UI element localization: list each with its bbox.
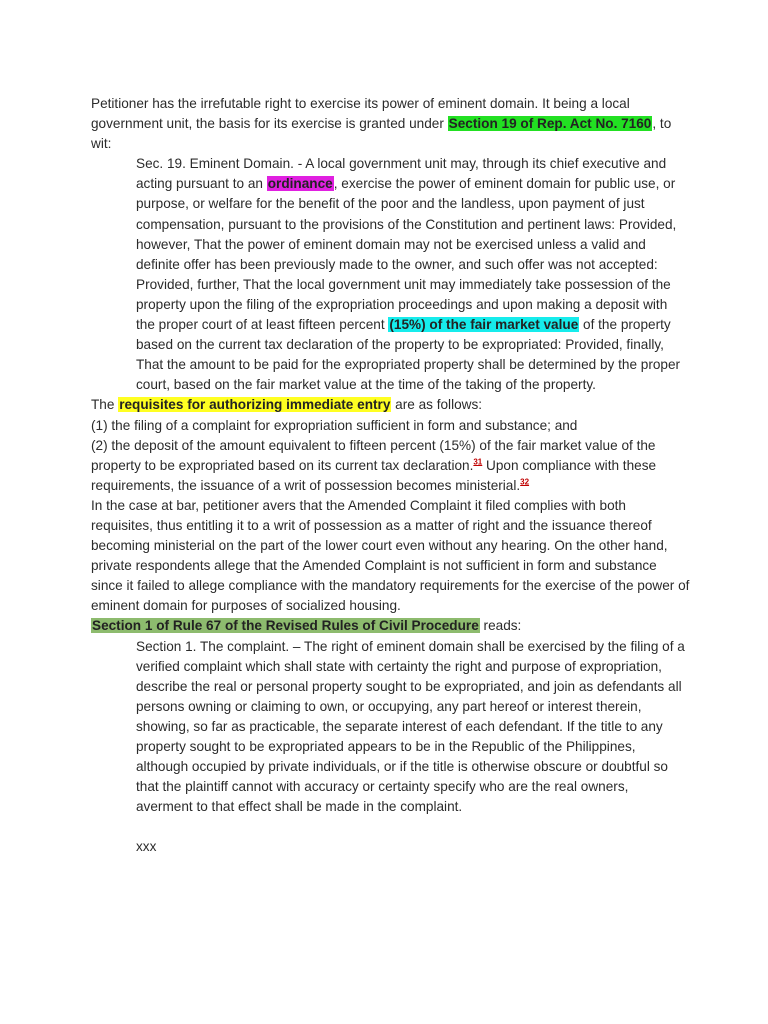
requisite-2-text: (2) the deposit of the amount equivalent to fifteen percent (15%) of the fair market value of the property to be expropriated based on its current tax declaration. xyxy=(91,437,656,473)
paragraph-rule-67 xyxy=(91,616,691,636)
paragraph-intro xyxy=(91,94,691,154)
paragraph-requisite-1: (1) the filing of a complaint for expropriation sufficient in form and substance; and xyxy=(91,417,578,433)
highlight-requisites: requisites for authorizing immediate entry xyxy=(119,397,391,413)
quote-text: , exercise the power of eminent domain for public use, or purpose, or welfare for the benefit of the poor and the landless, upon payment of just compensation, pursuant to the provisions of the Constitution and pertinent laws: Provided, however, That the power of eminent domain may not be exercised unless a valid and definite offer has been previously made to the owner, and such offer was not accepted: Provided, further, That the local government unit may immediately take possession of the property upon the filing of the expropriation proceedings and upon making a deposit with the proper court of at least fifteen percent xyxy=(136,176,677,333)
paragraph-case-at-bar: In the case at bar, petitioner avers that the Amended Complaint it filed complies with both requisites, thus entitling it to a writ of possession as a matter of right and the issuance thereof becoming ministerial on the part of the lower court even without any hearing. On the other hand, private respondents allege that the Amended Complaint is not sufficient in form and substance since it failed to allege compliance with the mandatory requirements for the exercise of the power of eminent domain for purposes of socialized housing. xyxy=(91,497,690,614)
block-quote-sec19 xyxy=(136,154,688,395)
rule-67-text-end: reads: xyxy=(479,618,522,634)
footnote-link-31[interactable]: 31 xyxy=(473,457,483,467)
requisites-text: The xyxy=(91,397,119,413)
footnote-link-32[interactable]: 32 xyxy=(520,477,530,487)
highlight-rule-67: Section 1 of Rule 67 of the Revised Rules of Civil Procedure xyxy=(92,618,479,634)
quote-text: Sec. 19. Eminent Domain. - A local government unit may, through its chief executive and acting pursuant to an xyxy=(136,156,667,192)
intro-text: Petitioner has the irrefutable right to exercise its power of eminent domain. It being a local government unit, the basis for its exercise is granted under xyxy=(91,96,630,132)
highlight-ordinance: ordinance xyxy=(267,176,333,192)
paragraph-requisite-2 xyxy=(91,436,691,496)
block-quote-rule67: Section 1. The complaint. – The right of eminent domain shall be exercised by the filing of a verified complaint which shall state with certainty the right and purpose of expropriation, describe the real or personal property sought to be expropriated, and join as defendants all persons owning or claiming to own, or occupying, any part hereof or interest therein, showing, so far as practicable, the separate interest of each defendant. If the title to any property sought to be expropriated appears to be in the Republic of the Philippines, although occupied by private individuals, or if the title is otherwise obscure or doubtful so that the plaintiff cannot with accuracy or certainty specify who are the real owners, averment to that effect shall be made in the complaint. xyxy=(136,638,685,815)
intro-text-end: , to wit: xyxy=(91,116,672,152)
highlight-fair-market-value: (15%) of the fair market value xyxy=(389,317,579,333)
paragraph-requisites xyxy=(91,395,691,415)
quote-text: of the property based on the current tax declaration of the property to be expropriated: Provided, finally, That the amount to be paid for the expropriated property shall be determined by the proper court, based on the fair market value at the time of the taking of the property. xyxy=(136,317,681,393)
requisites-text-end: are as follows: xyxy=(391,397,483,413)
highlight-section-19: Section 19 of Rep. Act No. 7160 xyxy=(448,116,652,132)
document-body xyxy=(91,94,691,858)
requisite-2-text-end: Upon compliance with these requirements, the issuance of a writ of possession becomes ministerial. xyxy=(91,457,657,493)
omission-marker: xxx xyxy=(136,839,157,855)
